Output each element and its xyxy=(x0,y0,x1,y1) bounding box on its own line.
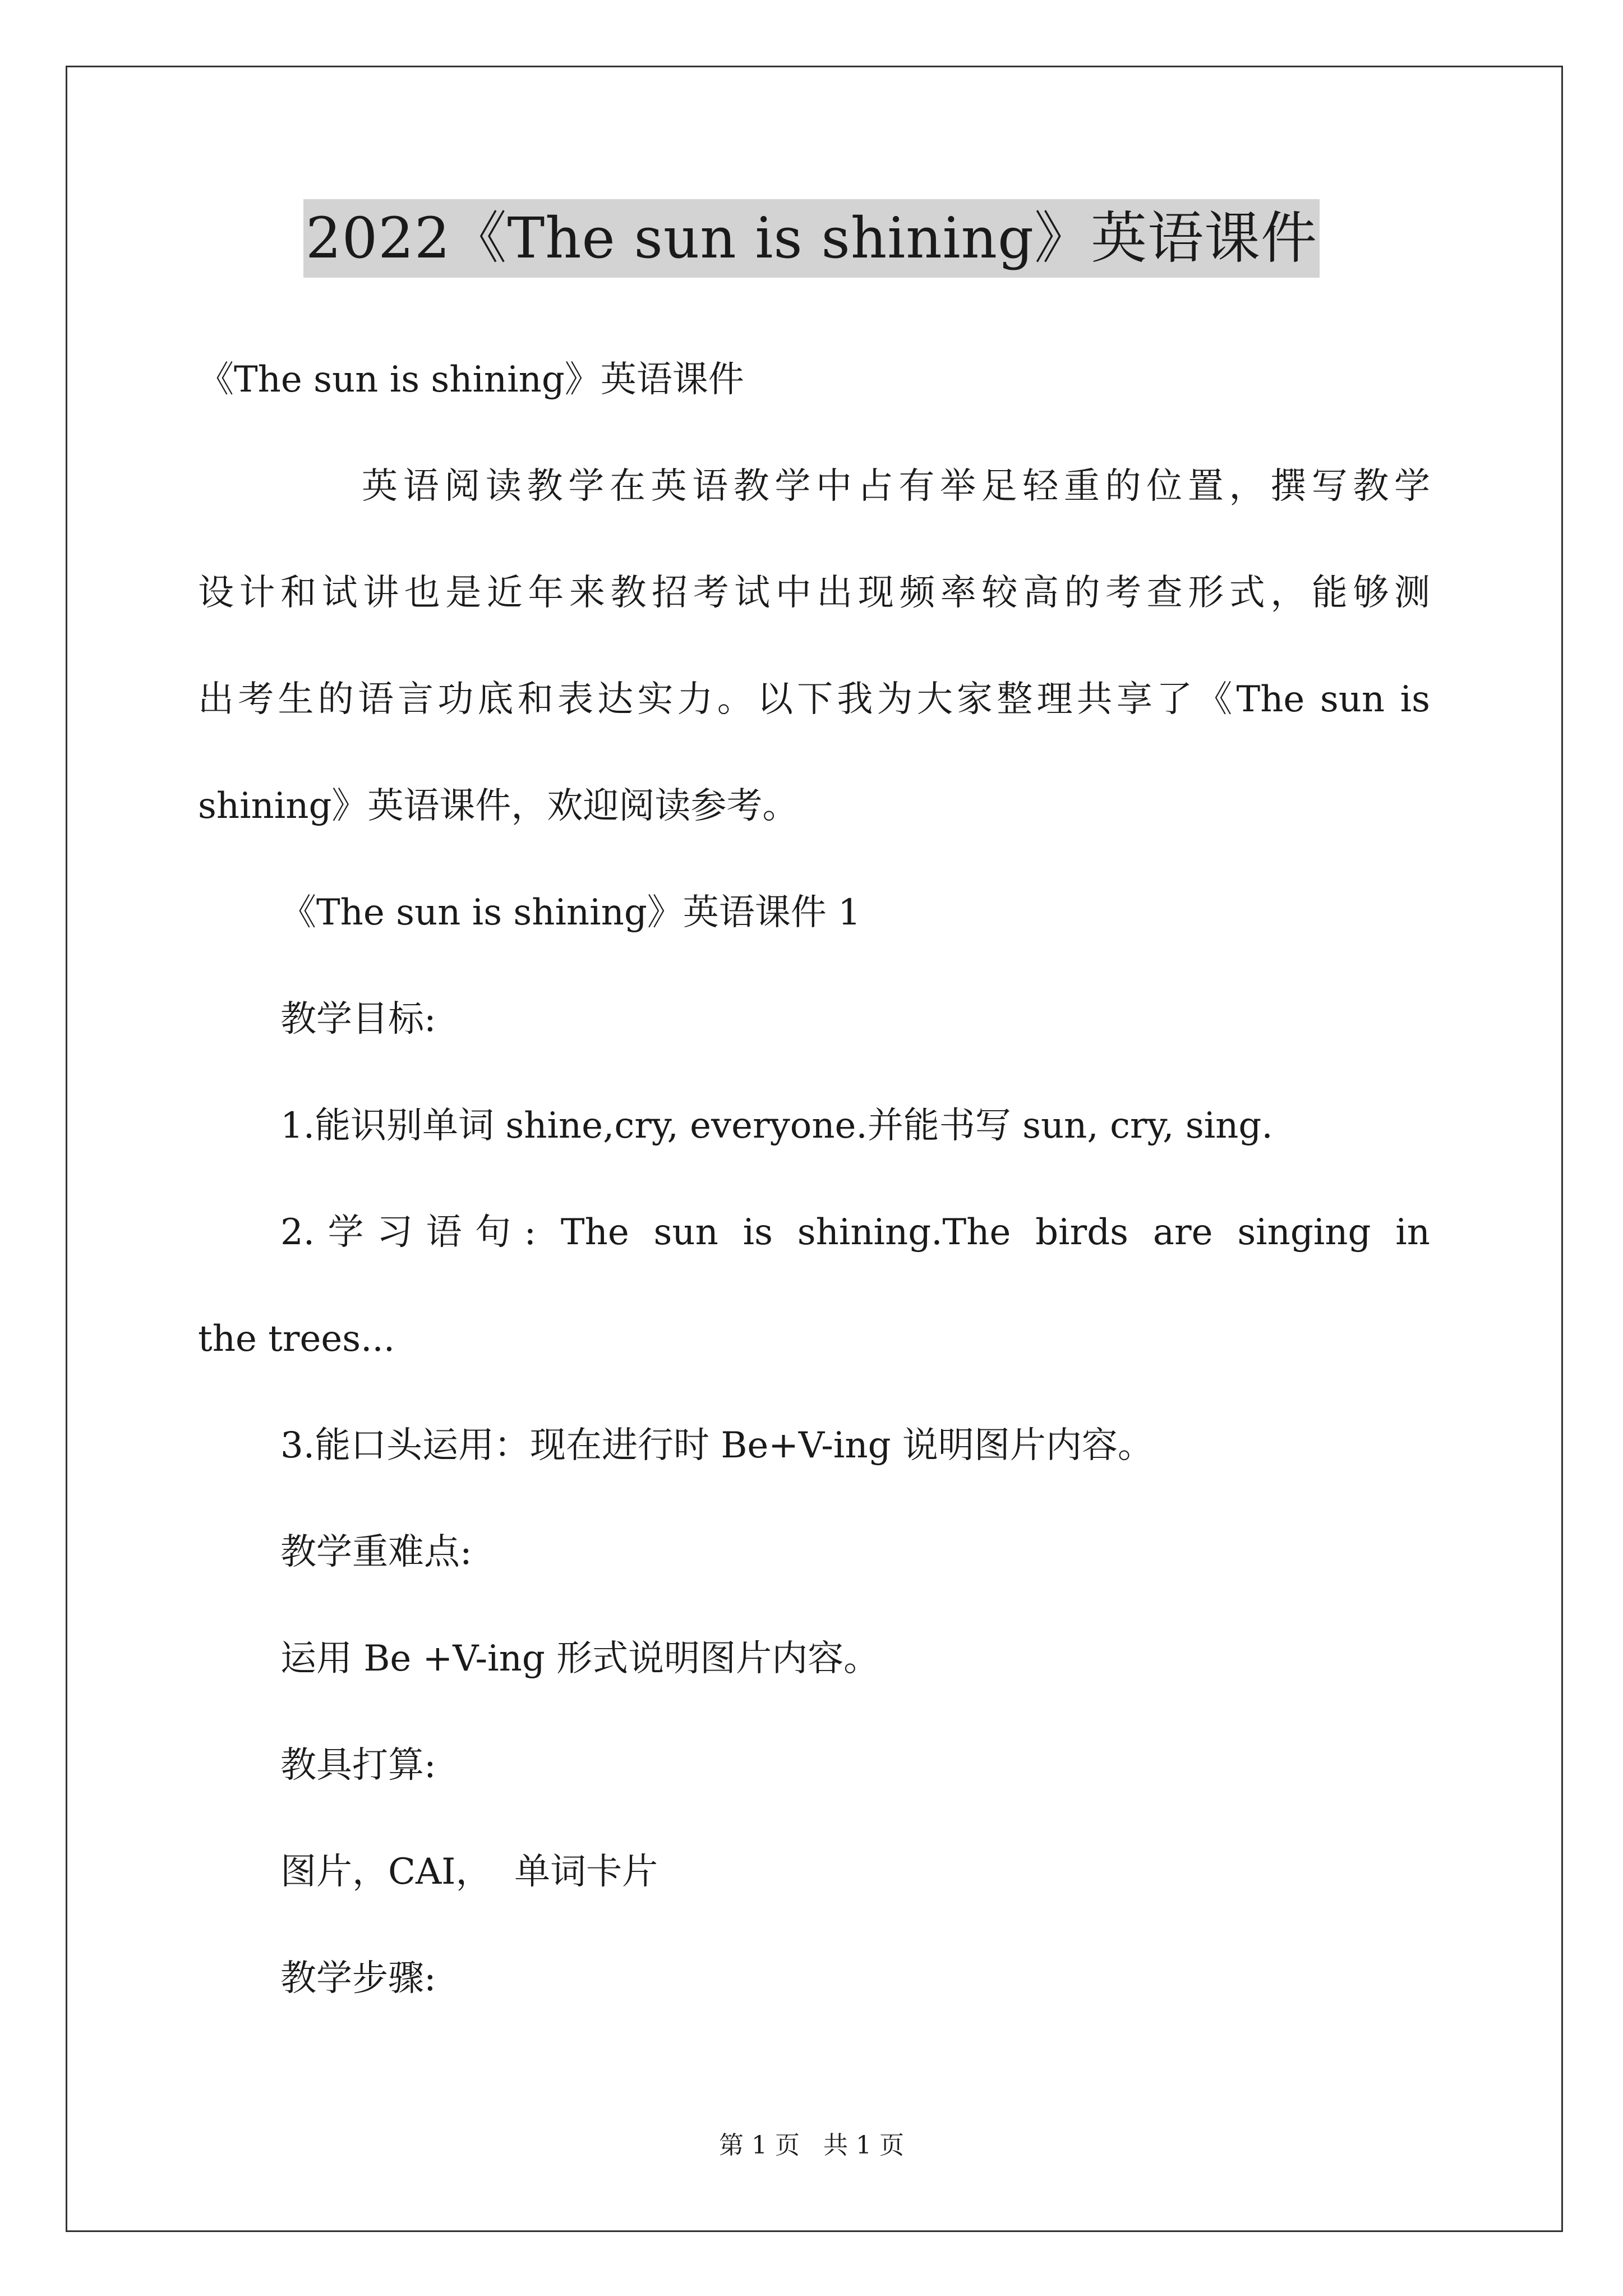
page-footer: 第 1 页 共 1 页 xyxy=(719,2131,904,2160)
objective-2-line-1: 2.学习语句: The sun is shining.The birds are singing in xyxy=(280,1212,1430,1253)
intro-line-2: 设计和试讲也是近年来教招考试中出现频率较高的考查形式，能够测 xyxy=(198,572,1430,614)
objective-3: 3.能口头运用：现在进行时 Be+V-ing 说明图片内容。 xyxy=(280,1425,1154,1466)
section-heading: 《The sun is shining》英语课件 1 xyxy=(280,892,861,933)
objectives-heading: 教学目标: xyxy=(280,999,436,1040)
document-subtitle: 《The sun is shining》英语课件 xyxy=(198,359,744,401)
document-title: 2022《The sun is shining》英语课件 xyxy=(303,199,1320,278)
aids-text: 图片，CAI， 单词卡片 xyxy=(280,1851,658,1893)
objective-2-line-2: the trees... xyxy=(198,1318,395,1360)
objective-1: 1.能识别单词 shine,cry, everyone.并能书写 sun, cry, sing. xyxy=(280,1105,1273,1147)
intro-line-4: shining》英语课件，欢迎阅读参考。 xyxy=(198,785,799,827)
title-container xyxy=(0,199,1623,278)
intro-line-1: 英语阅读教学在英语教学中占有举足轻重的位置，撰写教学 xyxy=(362,466,1430,507)
aids-heading: 教具打算: xyxy=(280,1745,436,1786)
intro-line-3: 出考生的语言功底和表达实力。以下我为大家整理共享了《The sun is xyxy=(198,679,1430,720)
steps-heading: 教学步骤: xyxy=(280,1958,436,1999)
key-points-text: 运用 Be +V-ing 形式说明图片内容。 xyxy=(280,1638,880,1680)
key-points-heading: 教学重难点: xyxy=(280,1531,472,1573)
